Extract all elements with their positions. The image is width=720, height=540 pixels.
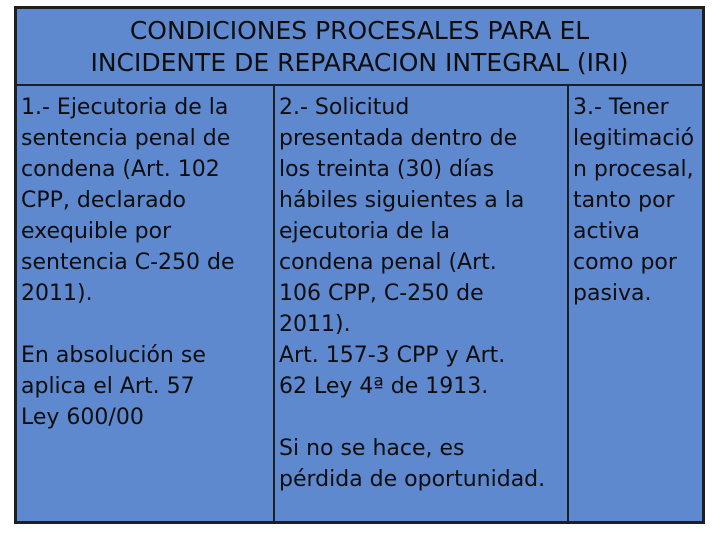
condition-3-text: 3.- Tener legitimació n procesal, tanto por activa como por pasiva. — [573, 95, 695, 306]
condition-column-3 — [567, 86, 702, 521]
condition-column-1 — [17, 86, 273, 521]
spacer — [21, 309, 269, 340]
title-line-2: INCIDENTE DE REPARACION INTEGRAL (IRI) — [90, 47, 629, 77]
condition-2-note: Si no se hace, es pérdida de oportunidad. — [279, 436, 546, 492]
condition-1-note: En absolución se aplica el Art. 57 Ley 600/00 — [21, 343, 206, 430]
spacer — [279, 402, 563, 433]
condition-1-text: 1.- Ejecutoria de la sentencia penal de condena (Art. 102 CPP, declarado exequible por sentencia C-250 de 2011). — [21, 95, 235, 306]
condition-2-text: 2.- Solicitud presentada dentro de los treinta (30) días hábiles siguientes a la ejecutoria de la condena penal (Art. 106 CPP, C-250 de 2011). Art. 157-3 CPP y Art. 62 Ley 4ª de 1913. — [279, 95, 525, 399]
conditions-table — [17, 86, 702, 521]
condition-column-2 — [273, 86, 567, 521]
slide-title — [17, 9, 702, 86]
title-line-1: CONDICIONES PROCESALES PARA EL — [129, 15, 590, 45]
slide-frame — [14, 6, 705, 524]
